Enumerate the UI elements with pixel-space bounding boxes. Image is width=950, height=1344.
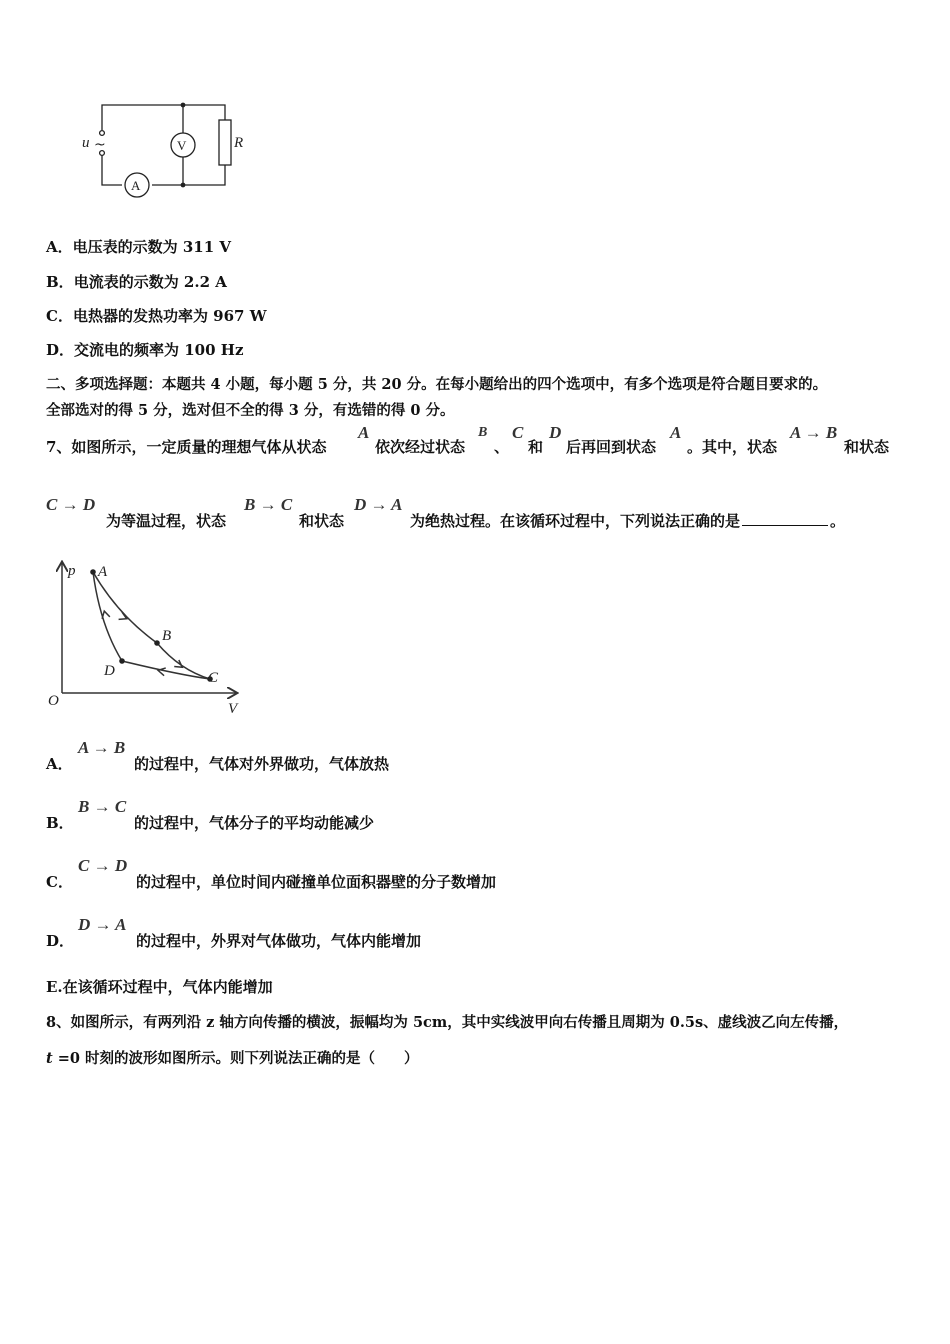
q8-line1: 8、如图所示，有两列沿 z 轴方向传播的横波，振幅均为 5cm，其中实线波甲向右传播且周期为 0.5s、虚线波乙向左传播， (46, 1014, 849, 1031)
point-d-label: D (104, 663, 115, 679)
q6-option-c: C．电热器的发热功率为 967 W (46, 307, 267, 325)
math-state-a: A (358, 423, 370, 442)
point-c-label: C (208, 670, 219, 686)
math-state-d: D (549, 423, 562, 442)
q7-option-a: A． A → B 的过程中，气体对外界做功，气体放热 (46, 738, 390, 773)
ammeter-label: A (131, 178, 141, 193)
q8-line2: t =0 时刻的波形如图所示。则下列说法正确的是（ ） (46, 1050, 419, 1067)
math-state-c: C (512, 423, 524, 442)
pv-diagram (40, 555, 255, 720)
point-b-label: B (162, 628, 172, 644)
math-d-to-a: D → A (354, 495, 403, 514)
point-a-label: A (98, 564, 108, 580)
math-c-to-d: C → D (46, 495, 96, 514)
q6-option-a: A．电压表的示数为 311 V (46, 238, 232, 256)
axis-p-label: p (68, 563, 76, 579)
answer-blank (742, 524, 828, 526)
voltmeter-label: V (177, 138, 187, 153)
source-label: u (82, 135, 90, 151)
math-a-to-b: A → B (790, 423, 838, 442)
origin-label: O (48, 693, 59, 709)
q7-line2: C → D 为等温过程，状态 B → C 和状态 D → A 为绝热过程。在该循环过程中，下列说法正确的是 。 (46, 495, 846, 530)
q7-line1: 7、如图所示，一定质量的理想气体从状态 A 依次经过状态 B 、 C 和 D 后再回到状态 A 。其中，状态 A → B 和状态 (46, 423, 890, 456)
q7-option-d: D． D → A 的过程中，外界对气体做功，气体内能增加 (46, 915, 422, 950)
resistor-label: R (234, 135, 244, 151)
source-symbol: ~ (94, 137, 106, 153)
q6-option-d: D．交流电的频率为 100 Hz (46, 341, 244, 359)
q7-option-b: B． B → C 的过程中，气体分子的平均动能减少 (46, 797, 375, 832)
section2-line1: 二、多项选择题：本题共 4 小题，每小题 5 分，共 20 分。在每小题给出的四个选项中，有多个选项是符合题目要求的。 (46, 376, 828, 393)
q6-option-b: B．电流表的示数为 2.2 A (46, 273, 227, 291)
math-state-b: B (478, 425, 488, 440)
section2-line2: 全部选对的得 5 分，选对但不全的得 3 分，有选错的得 0 分。 (46, 402, 455, 419)
axis-v-label: V (228, 701, 238, 717)
circuit-diagram (70, 95, 260, 205)
math-state-a2: A (670, 423, 682, 442)
q7-option-c: C． C → D 的过程中，单位时间内碰撞单位面积器壁的分子数增加 (46, 856, 497, 891)
math-b-to-c: B → C (244, 495, 293, 514)
q7-option-e: E.在该循环过程中，气体内能增加 (46, 978, 273, 996)
